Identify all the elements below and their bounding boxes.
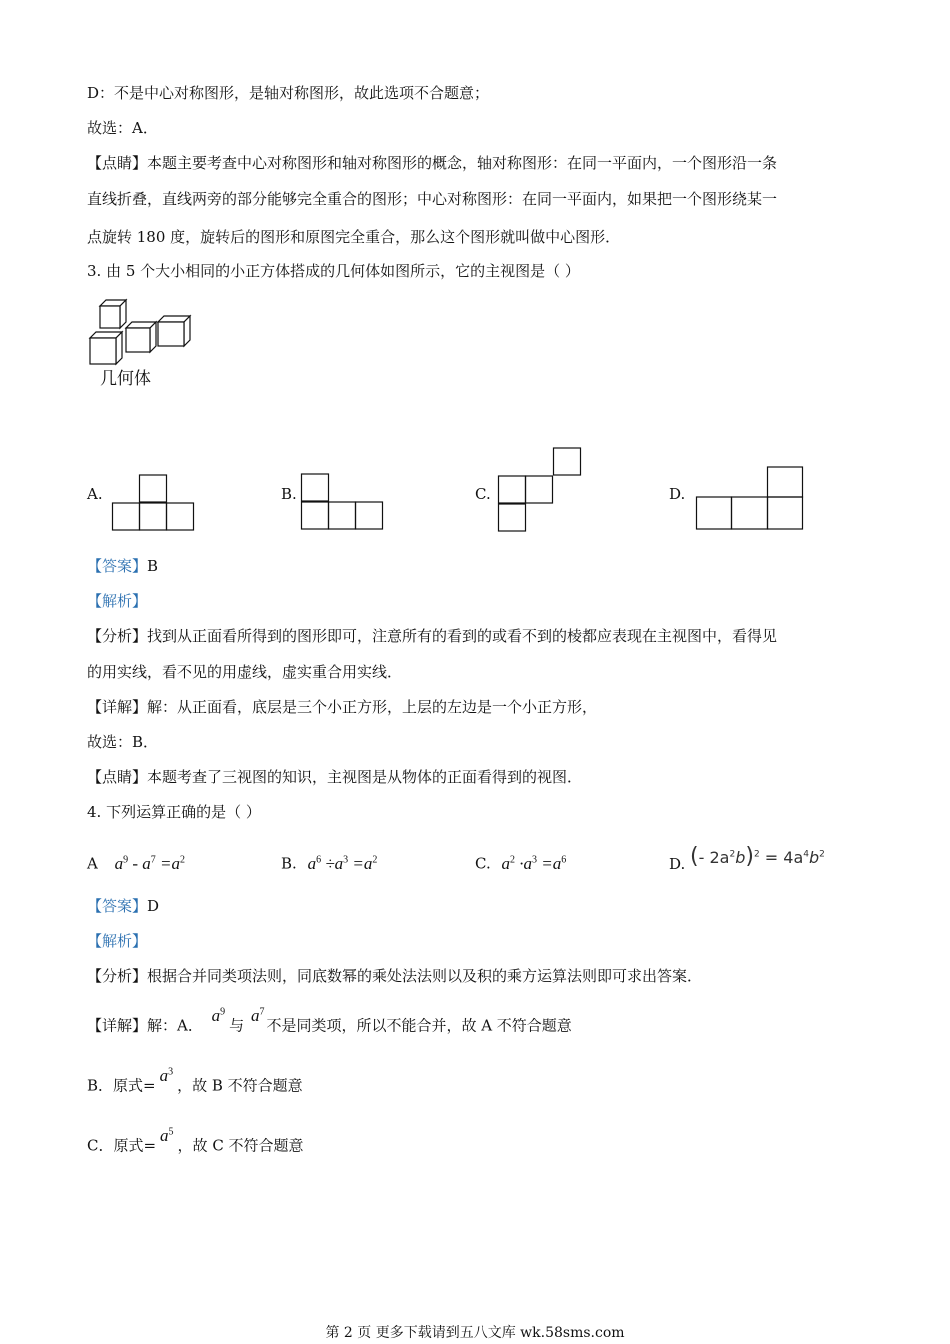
q4-option-a <box>87 850 185 874</box>
text-line <box>87 1125 304 1156</box>
label: D. <box>669 855 686 874</box>
expr: (- $2a^2b)^2 = 4a^4b^2$ <box>690 844 825 870</box>
answer-line <box>87 896 159 916</box>
expr: $a^6 \div a^3 =a^2$ <box>307 853 378 873</box>
text-line <box>87 153 777 173</box>
answer-tag: 【答案】 <box>87 897 148 915</box>
label: A <box>87 854 98 873</box>
tag: 【分析】 <box>87 967 148 985</box>
text-line: D：不是中心对称图形，是轴对称图形，故此选项不合题意； <box>87 84 490 102</box>
text-line: 故选：A． <box>87 119 158 137</box>
option-c-label: C. <box>475 485 491 503</box>
text-line: 点旋转 180 度，旋转后的图形和原图完全重合，那么这个图形就叫做中心图形． <box>87 228 621 246</box>
tag: 【详解】 <box>87 698 148 716</box>
page-footer: 第 2 页 更多下载请到五八文库 wk.58sms.com <box>325 1325 625 1341</box>
option-b-figure <box>301 473 385 531</box>
text: 解：A． <box>147 1016 203 1035</box>
text-line: 的用实线，看不见的用虚线，虚实重合用实线． <box>87 663 403 681</box>
answer-value: D <box>147 897 160 915</box>
geometry-3d-figure <box>88 298 198 368</box>
text-line <box>87 626 777 646</box>
tag: 【点睛】 <box>87 154 148 172</box>
text: 不是同类项，所以不能合并，故 A 不符合题意 <box>266 1016 572 1035</box>
text: 本题考查了三视图的知识，主视图是从物体的正面看得到的视图． <box>147 768 583 786</box>
text: 解：从正面看，底层是三个小正方形，上层的左边是一个小正方形， <box>147 698 598 716</box>
text: 根据合并同类项法则，同底数幂的乘处法法则以及积的乘方运算法则即可求出答案． <box>147 967 703 985</box>
tag: 【分析】 <box>87 627 148 645</box>
question-4-stem: 4. 下列运算正确的是（ ） <box>87 803 261 821</box>
text: B．原式= <box>87 1076 156 1095</box>
expr: $a^9 - a^7 =a^2$ <box>114 853 186 873</box>
text: 本题主要考查中心对称图形和轴对称图形的概念，轴对称图形：在同一平面内，一个图形沿一条 <box>147 154 778 172</box>
text-line: 故选：B． <box>87 733 159 751</box>
tag: 【点睛】 <box>87 768 148 786</box>
text: ，故 B 不符合题意 <box>177 1076 303 1095</box>
option-b-label: B. <box>281 485 297 503</box>
expr: $a^7$ <box>250 1005 265 1025</box>
text-line <box>87 1005 572 1036</box>
analysis-tag: 【解析】 <box>87 592 148 610</box>
expr: $a^9$ <box>211 1005 226 1025</box>
question-3-stem: 3. 由 5 个大小相同的小正方体搭成的几何体如图所示，它的主视图是（ ） <box>87 262 580 280</box>
expr: $a^3$ <box>159 1065 174 1085</box>
text: 与 <box>229 1016 245 1035</box>
label: B. <box>281 854 297 873</box>
analysis-tag: 【解析】 <box>87 932 148 950</box>
option-d-figure <box>695 466 807 532</box>
tag: 【详解】 <box>87 1016 148 1035</box>
expr: $a^2 \cdot a^3 =a^6$ <box>501 853 567 873</box>
q4-option-c <box>475 850 566 874</box>
option-a-label: A. <box>87 485 103 503</box>
text-line <box>87 697 597 717</box>
option-a-figure <box>112 474 196 532</box>
option-c-figure <box>498 447 584 533</box>
label: C. <box>475 854 491 873</box>
answer-value: B <box>147 557 159 575</box>
option-d-label: D. <box>669 485 686 503</box>
text-line <box>87 966 702 986</box>
answer-tag: 【答案】 <box>87 557 148 575</box>
expr: $a^5$ <box>160 1125 174 1145</box>
answer-line <box>87 556 158 576</box>
figure-caption: 几何体 <box>100 369 151 389</box>
text: C．原式= <box>87 1136 157 1155</box>
q4-option-d <box>669 844 825 874</box>
text-line <box>87 1065 303 1096</box>
q4-option-b <box>281 850 377 874</box>
text-line <box>87 767 582 787</box>
text: ，故 C 不符合题意 <box>177 1136 304 1155</box>
text-line: 直线折叠，直线两旁的部分能够完全重合的图形；中心对称图形：在同一平面内，如果把一个图形绕某一 <box>87 190 778 208</box>
text: 找到从正面看所得到的图形即可，注意所有的看到的或看不到的棱都应表现在主视图中，看得见 <box>147 627 778 645</box>
